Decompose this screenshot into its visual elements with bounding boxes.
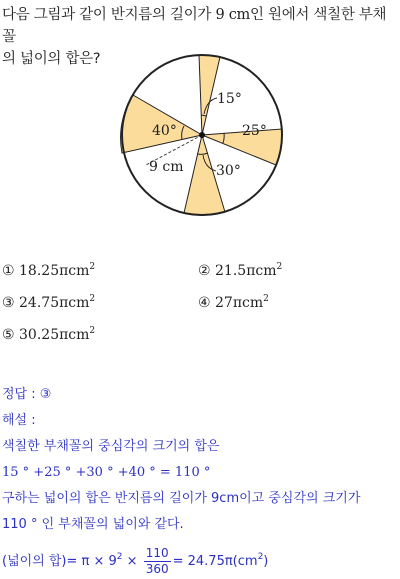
sector-figure xyxy=(110,52,300,222)
choice-number: ⑤ xyxy=(2,327,15,343)
choice-number: ② xyxy=(198,263,211,279)
label-angle-bottom: 30° xyxy=(216,163,241,179)
solution-answer: 정답 : ③ xyxy=(2,387,52,402)
formula-lhs: (넓이의 합)= π × 9 xyxy=(2,554,117,569)
label-angle-left: 40° xyxy=(152,123,177,139)
solution-line2: 15 ° +25 ° +30 ° +40 ° = 110 ° xyxy=(2,465,211,480)
choice-exponent: 2 xyxy=(89,294,96,304)
question-line1-b: 인 원에서 색칠한 부채꼴 xyxy=(2,7,387,45)
solution-line1: 색칠한 부채꼴의 중심각의 크기의 합은 xyxy=(2,439,220,454)
formula-exponent: 2 xyxy=(116,552,123,562)
choice-value: 27πcm xyxy=(215,295,264,311)
formula-close: ) xyxy=(263,554,269,569)
choice-5[interactable] xyxy=(2,326,95,343)
choice-exponent: 2 xyxy=(89,262,96,272)
solution-heading: 해설 : xyxy=(2,413,36,428)
formula-times: × xyxy=(122,554,142,569)
choice-number: ① xyxy=(2,263,15,279)
choice-value: 24.75πcm xyxy=(19,295,90,311)
formula-rhs: = 24.75π(cm xyxy=(172,554,258,569)
choice-exponent: 2 xyxy=(276,262,283,272)
label-angle-top: 15° xyxy=(217,91,242,107)
choice-2[interactable] xyxy=(198,262,282,279)
question-line2: 의 넓이의 합은? xyxy=(2,51,101,67)
label-radius: 9 cm xyxy=(149,159,184,175)
solution-block xyxy=(2,382,398,579)
choice-1[interactable] xyxy=(2,262,95,279)
fraction-numerator: 110 xyxy=(145,546,169,560)
center-point xyxy=(199,132,205,138)
solution-formula xyxy=(2,540,398,579)
choice-number: ④ xyxy=(198,295,211,311)
formula-rhs-exponent: 2 xyxy=(257,552,264,562)
solution-line4: 110 ° 인 부채꼴의 넓이와 같다. xyxy=(2,517,184,532)
choice-number: ③ xyxy=(2,295,15,311)
choice-exponent: 2 xyxy=(263,294,269,304)
choice-4[interactable] xyxy=(198,294,269,311)
question-radius-value: 9 cm xyxy=(215,7,250,23)
choice-3[interactable] xyxy=(2,294,95,311)
question-line1-a: 다음 그림과 같이 반지름의 길이가 xyxy=(2,7,216,23)
fraction-denominator: 360 xyxy=(145,562,169,576)
solution-line3: 구하는 넓이의 합은 반지름의 길이가 9cm이고 중심각의 크기가 xyxy=(2,491,361,506)
choice-value: 30.25πcm xyxy=(19,327,90,343)
label-angle-right: 25° xyxy=(242,123,267,139)
choice-value: 21.5πcm xyxy=(215,263,277,279)
choice-exponent: 2 xyxy=(89,326,96,336)
choice-value: 18.25πcm xyxy=(19,263,90,279)
